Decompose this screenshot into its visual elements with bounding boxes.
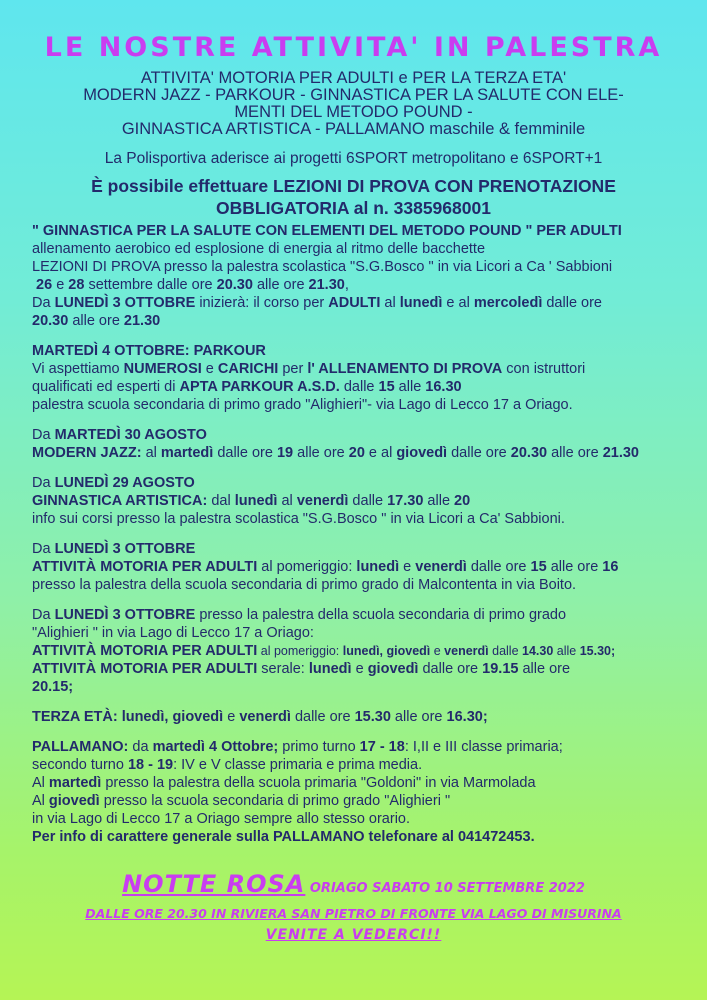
text: serale: [257,661,309,677]
text: alle ore [518,661,571,677]
activities-header [20,70,687,138]
text-line [32,660,692,678]
third-age-section [32,708,692,726]
day: martedì [48,775,102,791]
date: LUNEDÌ 3 OTTOBRE [54,295,196,311]
text: da [128,739,153,755]
text: presso la scuola secondaria di primo grado "Alighieri " [99,793,451,809]
day: mercoledì [473,295,543,311]
polisportiva-note: La Polisportiva aderisce ai progetti 6SPORT metropolitano e 6SPORT+1 [104,150,603,167]
text-line [32,558,692,576]
text: e [399,559,416,575]
emphasis: NUMEROSI [123,361,202,377]
day: venerdì [415,559,467,575]
section-heading: TERZA ETÀ: [32,709,118,725]
text: alle ore [547,445,603,461]
header-line: ATTIVITA' MOTORIA PER ADULTI e PER LA TERZA ETA' [140,69,567,87]
text: al [141,445,161,461]
text: e [351,661,368,677]
time: 20.30 [216,277,253,293]
section-heading: PALLAMANO: [32,739,129,755]
time: 19 [276,445,294,461]
emphasis: l' ALLENAMENTO DI PROVA [307,361,503,377]
text: Vi aspettiamo [32,361,124,377]
day: lunedì [399,295,443,311]
text: dalle ore [290,709,355,725]
text: alle [423,493,455,509]
text: alle ore [390,709,447,725]
time: 21.30 [308,277,345,293]
text: alle ore [546,559,603,575]
text: dalle [339,379,379,395]
time: 17 - 18 [359,739,405,755]
text-line: presso la palestra della scuola secondaria di primo grado di Malcontenta in via Boito. [32,577,577,593]
text: , [344,277,349,293]
trial-phone-line: OBBLIGATORIA al n. 3385968001 [216,198,491,218]
text: Da [32,607,55,623]
time: 16.30; [446,709,488,725]
text-line [32,774,692,792]
text: : IV e V classe primaria e prima media. [173,757,423,773]
text: alle ore [68,313,124,329]
text: e [52,277,69,293]
text-line: "Alighieri " in via Lago di Lecco 17 a Oriago: [32,625,314,641]
text: Da [32,475,55,491]
text-line [32,756,692,774]
text-line [32,492,692,510]
section-heading: " GINNASTICA PER LA SALUTE CON ELEMENTI DEL METODO POUND " PER ADULTI [32,223,622,239]
time: 16 [602,559,619,575]
artistic-gymnastics-section [32,474,692,528]
date: martedì 4 Ottobre; [152,739,279,755]
text: Al [32,775,49,791]
text: e [223,709,240,725]
adult-motor-activity-oriago-section [32,606,692,696]
text: al [380,295,400,311]
text-line [32,294,692,312]
day: lunedì, giovedì [342,644,431,658]
time: 20.30 [32,313,69,329]
date: LUNEDÌ 3 OTTOBRE [54,541,196,557]
text: alle ore [252,277,309,293]
text-line [32,738,692,756]
text: presso la palestra della scuola primaria "Goldoni" in via Marmolada [101,775,536,791]
time: 15 [530,559,547,575]
text: e al [442,295,474,311]
header-line: MODERN JAZZ - PARKOUR - GINNASTICA PER LA SALUTE CON ELE- [83,86,624,104]
trial-lessons-note [0,175,707,219]
text: secondo turno [32,757,128,773]
day: lunedì [308,661,352,677]
text: inizierà: il corso per [195,295,329,311]
section-heading: MODERN JAZZ: [32,445,142,461]
text: dalle ore [447,445,511,461]
event-location: DALLE ORE 20.30 IN RIVIERA SAN PIETRO DI FRONTE VIA LAGO DI MISURINA [85,906,622,921]
text: alle [394,379,426,395]
text: alle ore [293,445,349,461]
text: dalle ore [466,559,531,575]
text: per [278,361,308,377]
text: Al [32,793,49,809]
text-line [32,792,692,810]
time: 20.30 [510,445,548,461]
text-line: LEZIONI DI PROVA presso la palestra scolastica "S.G.Bosco " in via Licori a Ca ' Sabbioni [32,259,613,275]
day: lunedì [234,493,278,509]
section-heading: ATTIVITÀ MOTORIA PER ADULTI [32,559,258,575]
text: Da [32,427,55,443]
text: Da [32,541,55,557]
text: : I,II e III classe primaria; [404,739,563,755]
date: LUNEDÌ 3 OTTOBRE [54,607,196,623]
notte-rosa-banner [0,870,707,943]
time: 20 [348,445,365,461]
text: e al [364,445,397,461]
text-line: info sui corsi presso la palestra scolastica "S.G.Bosco " in via Licori a Ca' Sabbioni. [32,511,565,527]
text: e [430,644,445,658]
section-heading: ATTIVITÀ MOTORIA PER ADULTI [32,643,258,659]
text: dalle ore [542,295,602,311]
handball-section [32,738,692,846]
text: e [201,361,218,377]
text-line [32,426,692,444]
phone-info: Per info di carattere generale sulla PALLAMANO telefonare al 041472453. [32,829,535,845]
text: al pomeriggio: [257,644,343,658]
text-line [32,642,692,660]
text: dal [207,493,235,509]
event-line [0,870,707,898]
text: dalle ore [213,445,277,461]
time: 15 [378,379,395,395]
day: lunedì [356,559,400,575]
text-line [32,444,692,462]
day: giovedì [396,445,448,461]
text: dalle [488,644,522,658]
section-heading: ATTIVITÀ MOTORIA PER ADULTI [32,661,258,677]
time: 17.30 [387,493,424,509]
text: dalle ore [418,661,483,677]
time: 20 [454,493,471,509]
text-line: palestra scuola secondaria di primo grado "Alighieri"- via Lago di Lecco 17 a Oriago. [32,397,573,413]
time: 14.30 [522,644,554,658]
time: 21.30 [602,445,639,461]
emphasis: CARICHI [217,361,279,377]
activities-list [32,222,692,846]
event-invite: VENITE A VEDERCI!! [265,927,442,943]
text-line [32,708,692,726]
trial-line: È possibile effettuare LEZIONI DI PROVA CON PRENOTAZIONE [91,176,616,196]
event-title: NOTTE ROSA [122,870,306,898]
event-date: ORIAGO SABATO 10 SETTEMBRE 2022 [305,881,585,896]
time: 15.30; [579,644,616,658]
text-line [32,474,692,492]
text: presso la palestra della scuola secondaria di primo grado [195,607,567,623]
text-line [32,276,692,294]
time: 21.30 [123,313,161,329]
text-line [32,606,692,624]
day: venerdì [444,644,489,658]
date: LUNEDÌ 29 AGOSTO [54,475,195,491]
text: settembre dalle ore [84,277,217,293]
header-line: GINNASTICA ARTISTICA - PALLAMANO maschile & femminile [121,120,586,138]
section-heading: GINNASTICA ARTISTICA: [32,493,208,509]
text: al [277,493,297,509]
text: primo turno [278,739,360,755]
organization: APTA PARKOUR A.S.D. [179,379,340,395]
day: martedì [160,445,214,461]
text-line [32,360,692,378]
text: qualificati ed esperti di [32,379,180,395]
page-title: LE NOSTRE ATTIVITA' IN PALESTRA [44,32,663,63]
time: 19.15 [482,661,519,677]
text: dalle [348,493,388,509]
text: con istruttori [502,361,586,377]
adult-motor-activity-section [32,540,692,594]
day: lunedì, giovedì [121,709,224,725]
pound-section [32,222,692,330]
header-line: MENTI DEL METODO POUND - [234,103,473,121]
section-heading: MARTEDÌ 4 OTTOBRE: PARKOUR [32,343,266,359]
text-line [32,540,692,558]
date: MARTEDÌ 30 AGOSTO [54,427,207,443]
day: giovedì [48,793,100,809]
date: 26 [36,277,53,293]
day: venerdì [296,493,349,509]
time: 18 - 19 [127,757,174,773]
parkour-section [32,342,692,414]
text-line: in via Lago di Lecco 17 a Oriago sempre allo stesso orario. [32,811,411,827]
day: giovedì [367,661,419,677]
time: 20.15; [32,679,74,695]
time: 15.30 [354,709,391,725]
text-line [32,378,692,396]
text-line [32,312,692,330]
text: alle [553,644,580,658]
text: al pomeriggio: [257,559,357,575]
date: 28 [68,277,85,293]
text: Da [32,295,55,311]
day: venerdì [239,709,291,725]
text-line: allenamento aerobico ed esplosione di energia al ritmo delle bacchette [32,241,486,257]
time: 16.30 [425,379,462,395]
target: ADULTI [328,295,381,311]
modern-jazz-section [32,426,692,462]
